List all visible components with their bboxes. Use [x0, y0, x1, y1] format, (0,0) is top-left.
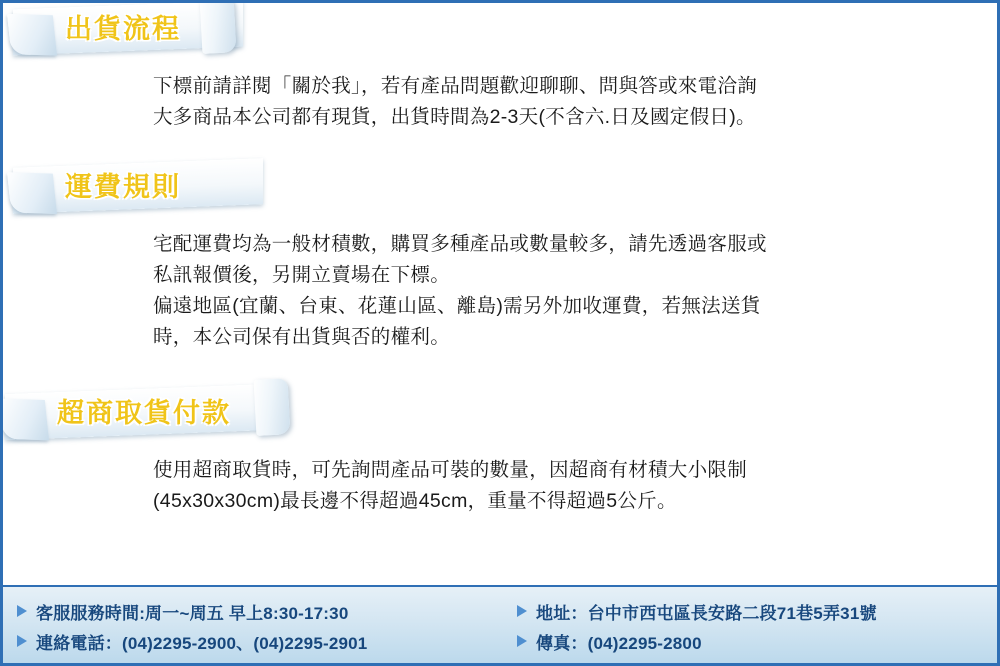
footer-row	[3, 626, 997, 656]
footer-item-label: 地址：台中市西屯區長安路二段71巷5弄31號	[536, 603, 877, 623]
section-title: 出貨流程	[65, 14, 181, 44]
footer-item-label: 客服服務時間:周一~周五 早上8:30-17:30	[36, 603, 349, 623]
footer-item-label: 連絡電話：(04)2295-2900、(04)2295-2901	[36, 633, 368, 653]
spacer	[3, 133, 997, 161]
paragraph-line: 使用超商取貨時，可先詢問產品可裝的數量，因超商有材積大小限制	[153, 459, 748, 481]
triangle-right-icon	[17, 605, 27, 617]
footer-phone	[3, 629, 513, 654]
section-heading-convenience-store-pickup	[3, 387, 997, 449]
contact-footer	[3, 585, 997, 663]
footer-service-hours	[3, 599, 513, 624]
section-heading-shipping-fee	[3, 161, 997, 223]
section-heading-shipping-process	[3, 3, 997, 65]
paragraph-line: 私訊報價後，另開立賣場在下標。	[153, 264, 451, 286]
section-body-shipping-fee	[3, 223, 997, 353]
paper-curl-icon	[200, 3, 237, 54]
footer-row	[3, 596, 997, 626]
spacer	[3, 353, 997, 387]
section-body-convenience-store-pickup	[3, 449, 997, 517]
section-title: 超商取貨付款	[57, 398, 231, 428]
triangle-right-icon	[17, 635, 27, 647]
paragraph-line: 大多商品本公司都有現貨，出貨時間為2-3天(不含六.日及國定假日)。	[153, 106, 756, 128]
paragraph-line: 偏遠地區(宜蘭、台東、花蓮山區、離島)需另外加收運費，若無法送貨	[153, 295, 761, 317]
footer-address	[513, 599, 997, 624]
page-content	[3, 3, 997, 585]
section-title: 運費規則	[65, 172, 181, 202]
footer-fax	[513, 629, 997, 654]
section-body-shipping-process	[3, 65, 997, 133]
paragraph-line: 下標前請詳閱「關於我」，若有產品問題歡迎聊聊、問與答或來電洽詢	[153, 75, 758, 97]
triangle-right-icon	[517, 605, 527, 617]
paragraph-line: (45x30x30cm)最長邊不得超過45cm，重量不得超過5公斤。	[153, 490, 677, 512]
paragraph-line: 宅配運費均為一般材積數，購買多種產品或數量較多，請先透過客服或	[153, 233, 767, 255]
triangle-right-icon	[517, 635, 527, 647]
paper-curl-icon	[254, 378, 291, 436]
footer-item-label: 傳真：(04)2295-2800	[536, 633, 702, 653]
paragraph-line: 時，本公司保有出貨與否的權利。	[153, 326, 451, 348]
